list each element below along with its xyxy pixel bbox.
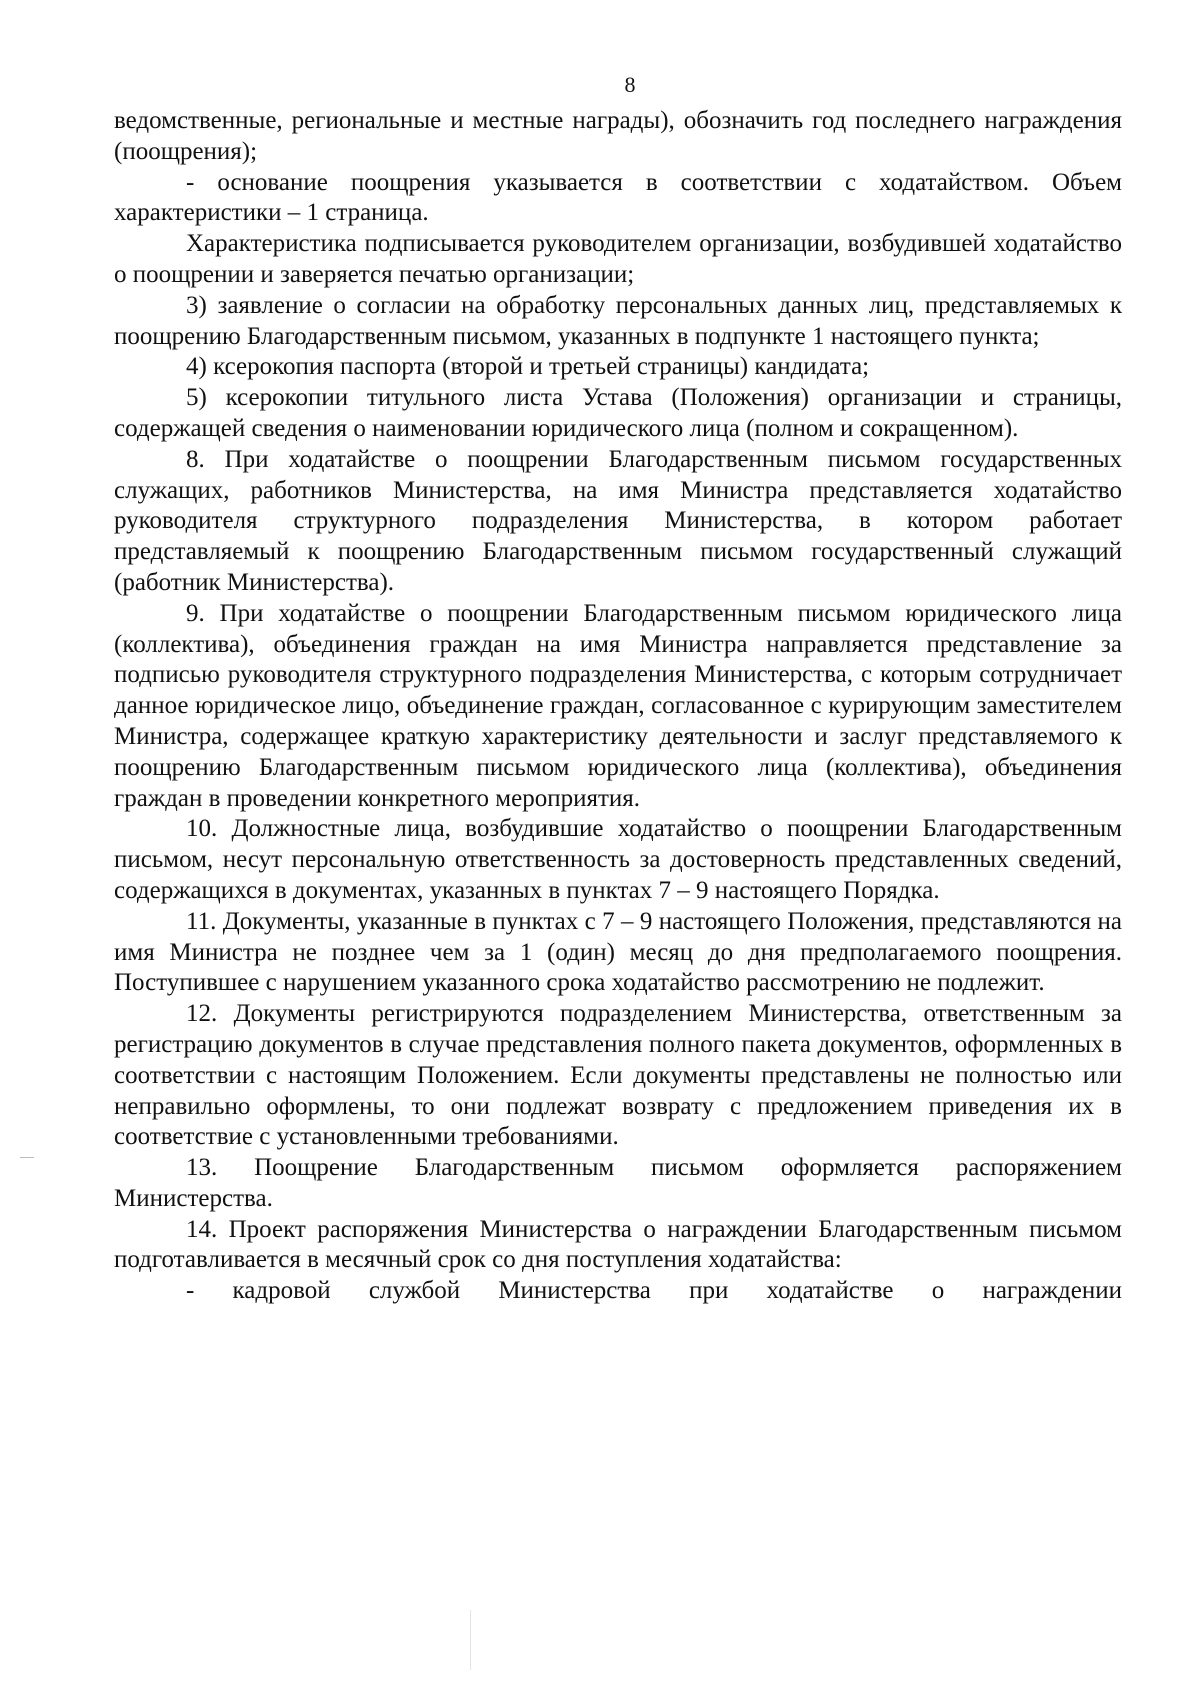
page-number: 8 [624, 72, 636, 97]
paragraph-characteristic-signing: Характеристика подписывается руководителем организации, возбудившей ходатайство о поощрении и заверяется печатью организации; [114, 230, 1122, 288]
paragraph-section-9: 9. При ходатайстве о поощрении Благодарственным письмом юридического лица (коллектива), объединения граждан на имя Министра направляется представление за подписью руководителя структурного подразделения Министерства, с которым сотрудничает данное юридическое лицо, объединение граждан, согласованное с курирующим заместителем Министра, содержащее краткую характеристику деятельности и заслуг представляемого к поощрению Благодарственным письмом юридического лица (коллектива), объединения граждан в проведении конкретного мероприятия. [114, 599, 1122, 812]
paragraph-section-11: 11. Документы, указанные в пунктах с 7 – 9 настоящего Положения, представляются на имя Министра не позднее чем за 1 (один) месяц до дня предполагаемого поощрения. Поступившее с нарушением указанного срока ходатайство рассмотрению не подлежит. [114, 907, 1122, 997]
paragraph-section-12: 12. Документы регистрируются подразделением Министерства, ответственным за регистрацию документов в случае представления полного пакета документов, оформленных в соответствии с настоящим Положением. Если документы представлены не полностью или неправильно оформлены, то они подлежат возврату с предложением приведения их в соответствие с установленными требованиями. [114, 1000, 1122, 1151]
paragraph-item-3-consent: 3) заявление о согласии на обработку персональных данных лиц, представляемых к поощрению Благодарственным письмом, указанных в подпункте 1 настоящего пункта; [114, 291, 1122, 350]
paragraph-item-5-charter: 5) ксерокопии титульного листа Устава (Положения) организации и страницы, содержащей сведения о наименовании юридического лица (полном и сокращенном). [114, 384, 1122, 442]
paragraph-awards-continuation: ведомственные, региональные и местные награды), обозначить год последнего награждения (поощрения); [114, 107, 1122, 165]
scan-artifact-line [470, 1610, 471, 1670]
paragraph-section-8: 8. При ходатайстве о поощрении Благодарственным письмом государственных служащих, работников Министерства, на имя Министра представляется ходатайство руководителя структурного подразделения Министерства, в котором работает представляемый к поощрению Благодарственным письмом государственный служащий (работник Министерства). [114, 445, 1122, 596]
paragraph-section-13: 13. Поощрение Благодарственным письмом оформляется распоряжением Министерства. [114, 1154, 1122, 1212]
paragraph-section-14: 14. Проект распоряжения Министерства о награждении Благодарственным письмом подготавливается в месячный срок со дня поступления ходатайства: [114, 1215, 1122, 1274]
scan-artifact-mark [20, 1157, 34, 1158]
document-text [114, 106, 1122, 1307]
paragraph-section-10: 10. Должностные лица, возбудившие ходатайство о поощрении Благодарственным письмом, несут персональную ответственность за достоверность представленных сведений, содержащихся в документах, указанных в пунктах 7 – 9 настоящего Порядка. [114, 815, 1122, 904]
paragraph-encouragement-basis: - основание поощрения указывается в соответствии с ходатайством. Объем характеристики – 1 страница. [114, 168, 1122, 227]
paragraph-item-4-passport: 4) ксерокопия паспорта (второй и третьей страницы) кандидата; [186, 353, 870, 381]
paragraph-hr-service-item: - кадровой службой Министерства при ходатайстве о награждении [186, 1277, 1122, 1305]
